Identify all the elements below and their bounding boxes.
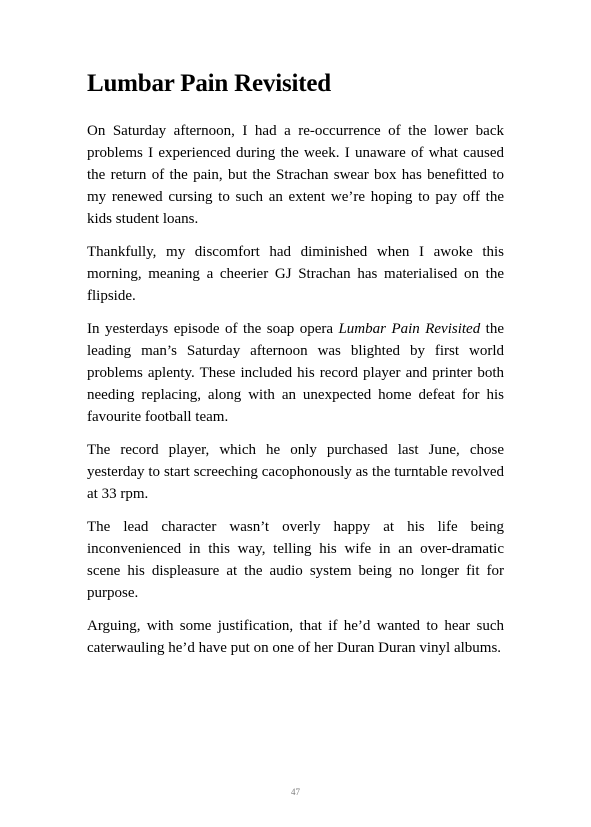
paragraph-4: The record player, which he only purchased last June, chose yesterday to start screeching cacophonously as the turntable revolved at 33 rpm. bbox=[87, 442, 504, 502]
soap-opera-title: Lumbar Pain Revisited bbox=[338, 321, 481, 337]
paragraph-3-rest: the leading man’s Saturday afternoon was blighted by first world problems aplenty. These included his record player and printer both needing replacing, along with an unexpected home defeat for his favourite football team. bbox=[87, 321, 504, 425]
paragraph-3-lead: In yesterdays episode of the soap opera bbox=[87, 321, 339, 337]
paragraph-3 bbox=[87, 318, 504, 428]
paragraph-6: Arguing, with some justification, that if he’d wanted to hear such caterwauling he’d have put on one of her Duran Duran vinyl albums. bbox=[87, 618, 504, 656]
paragraph-5: The lead character wasn’t overly happy at his life being inconvenienced in this way, telling his wife in an over-dramatic scene his displeasure at the audio system being no longer fit for purpose. bbox=[87, 519, 504, 601]
page-title: Lumbar Pain Revisited bbox=[87, 70, 331, 97]
paragraph-1: On Saturday afternoon, I had a re-occurrence of the lower back problems I experienced during the week. I unaware of what caused the return of the pain, but the Strachan swear box has benefitted to my renewed cursing to such an extent we’re hoping to pay off the kids student loans. bbox=[87, 123, 504, 227]
paragraph-2: Thankfully, my discomfort had diminished when I awoke this morning, meaning a cheerier GJ Strachan has materialised on the flipside. bbox=[87, 244, 504, 304]
page-number: 47 bbox=[291, 787, 300, 797]
body-text bbox=[87, 120, 504, 670]
